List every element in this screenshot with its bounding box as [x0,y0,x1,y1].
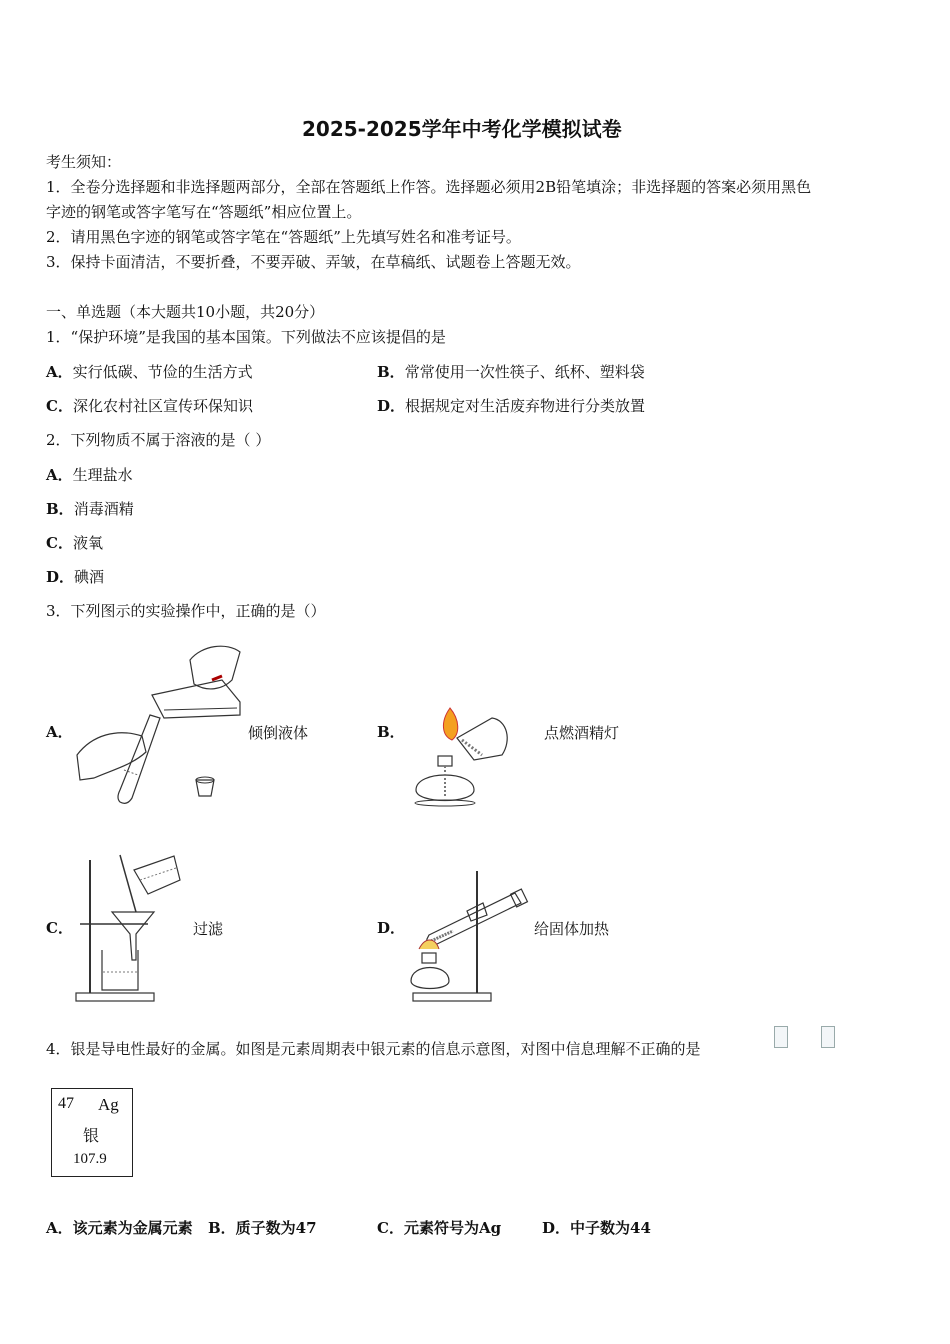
q3-stem: 3．下列图示的实验操作中，正确的是（） [46,602,326,620]
notice-heading: 考生须知： [46,153,122,171]
q3-d-label[interactable]: D． [377,919,406,937]
alcohol-lamp-lighting-illustration [402,700,514,810]
q1-a-label: A． [46,363,73,381]
q2-d-label: D． [46,568,75,586]
q2-c-label: C． [46,534,73,552]
q1-option-b[interactable] [377,362,645,382]
page-title: 2025-2025学年中考化学模拟试卷 [302,117,622,141]
q1-a-text: 实行低碳、节俭的生活方式 [72,363,253,381]
q1-option-d[interactable] [377,396,645,416]
heating-solid-illustration [405,865,533,1005]
q1-c-label: C． [46,397,73,415]
q4-option-c[interactable]: C．元素符号为Ag [377,1219,502,1237]
q2-option-b[interactable] [46,499,134,519]
notice-line-1b: 字迹的钢笔或答字笔写在“答题纸”相应位置上。 [46,203,362,221]
element-mass: 107.9 [73,1151,107,1167]
broken-image-icon [774,1026,788,1048]
notice-line-2: 2．请用黑色字迹的钢笔或答字笔在“答题纸”上先填写姓名和准考证号。 [46,228,521,246]
q2-option-d[interactable] [46,567,104,587]
q2-b-text: 消毒酒精 [73,500,134,518]
section-heading: 一、单选题（本大题共10小题，共20分） [46,303,325,321]
q3-d-caption: 给固体加热 [534,920,610,938]
q4-stem: 4．银是导电性最好的金属。如图是元素周期表中银元素的信息示意图，对图中信息理解不正确的是 [46,1040,701,1058]
q1-c-text: 深化农村社区宣传环保知识 [72,397,253,415]
q3-b-label[interactable]: B． [377,723,405,741]
q2-a-label: A． [46,466,73,484]
q1-stem: 1．“保护环境”是我国的基本国策。下列做法不应该提倡的是 [46,328,446,346]
q2-d-text: 碘酒 [74,568,105,586]
q2-option-a[interactable] [46,465,133,485]
pouring-liquid-illustration [72,640,244,806]
q2-b-label: B． [46,500,74,518]
notice-line-1a: 1．全卷分选择题和非选择题两部分，全部在答题纸上作答。选择题必须用2B铅笔填涂；非选择题的答案必须用黑色 [46,178,812,196]
q2-c-text: 液氧 [72,534,103,552]
element-name: 银 [83,1126,100,1145]
q1-b-label: B． [377,363,405,381]
q2-option-c[interactable] [46,533,103,553]
q2-a-text: 生理盐水 [72,466,133,484]
broken-image-icon [821,1026,835,1048]
q1-d-label: D． [377,397,406,415]
q3-b-caption: 点燃酒精灯 [544,724,620,742]
q1-option-c[interactable] [46,396,253,416]
q3-c-caption: 过滤 [193,920,224,938]
element-card [51,1088,133,1177]
q4-option-a[interactable]: A．该元素为金属元素 [46,1219,193,1237]
notice-line-3: 3．保持卡面清洁，不要折叠，不要弄破、弄皱，在草稿纸、试题卷上答题无效。 [46,253,581,271]
q1-d-text: 根据规定对生活废弃物进行分类放置 [405,397,646,415]
q2-stem: 2．下列物质不属于溶液的是（ ） [46,431,271,449]
q4-option-b[interactable]: B．质子数为47 [208,1219,317,1237]
q1-b-text: 常常使用一次性筷子、纸杯、塑料袋 [404,363,645,381]
q1-option-a[interactable] [46,362,253,382]
element-number: 47 [58,1095,74,1112]
element-symbol: Ag [98,1095,119,1114]
q3-a-label[interactable]: A． [46,723,73,741]
filtration-illustration [72,850,184,1005]
q3-c-label[interactable]: C． [46,919,73,937]
q4-option-d[interactable]: D．中子数为44 [542,1219,651,1237]
q3-a-caption: 倾倒液体 [248,724,309,742]
